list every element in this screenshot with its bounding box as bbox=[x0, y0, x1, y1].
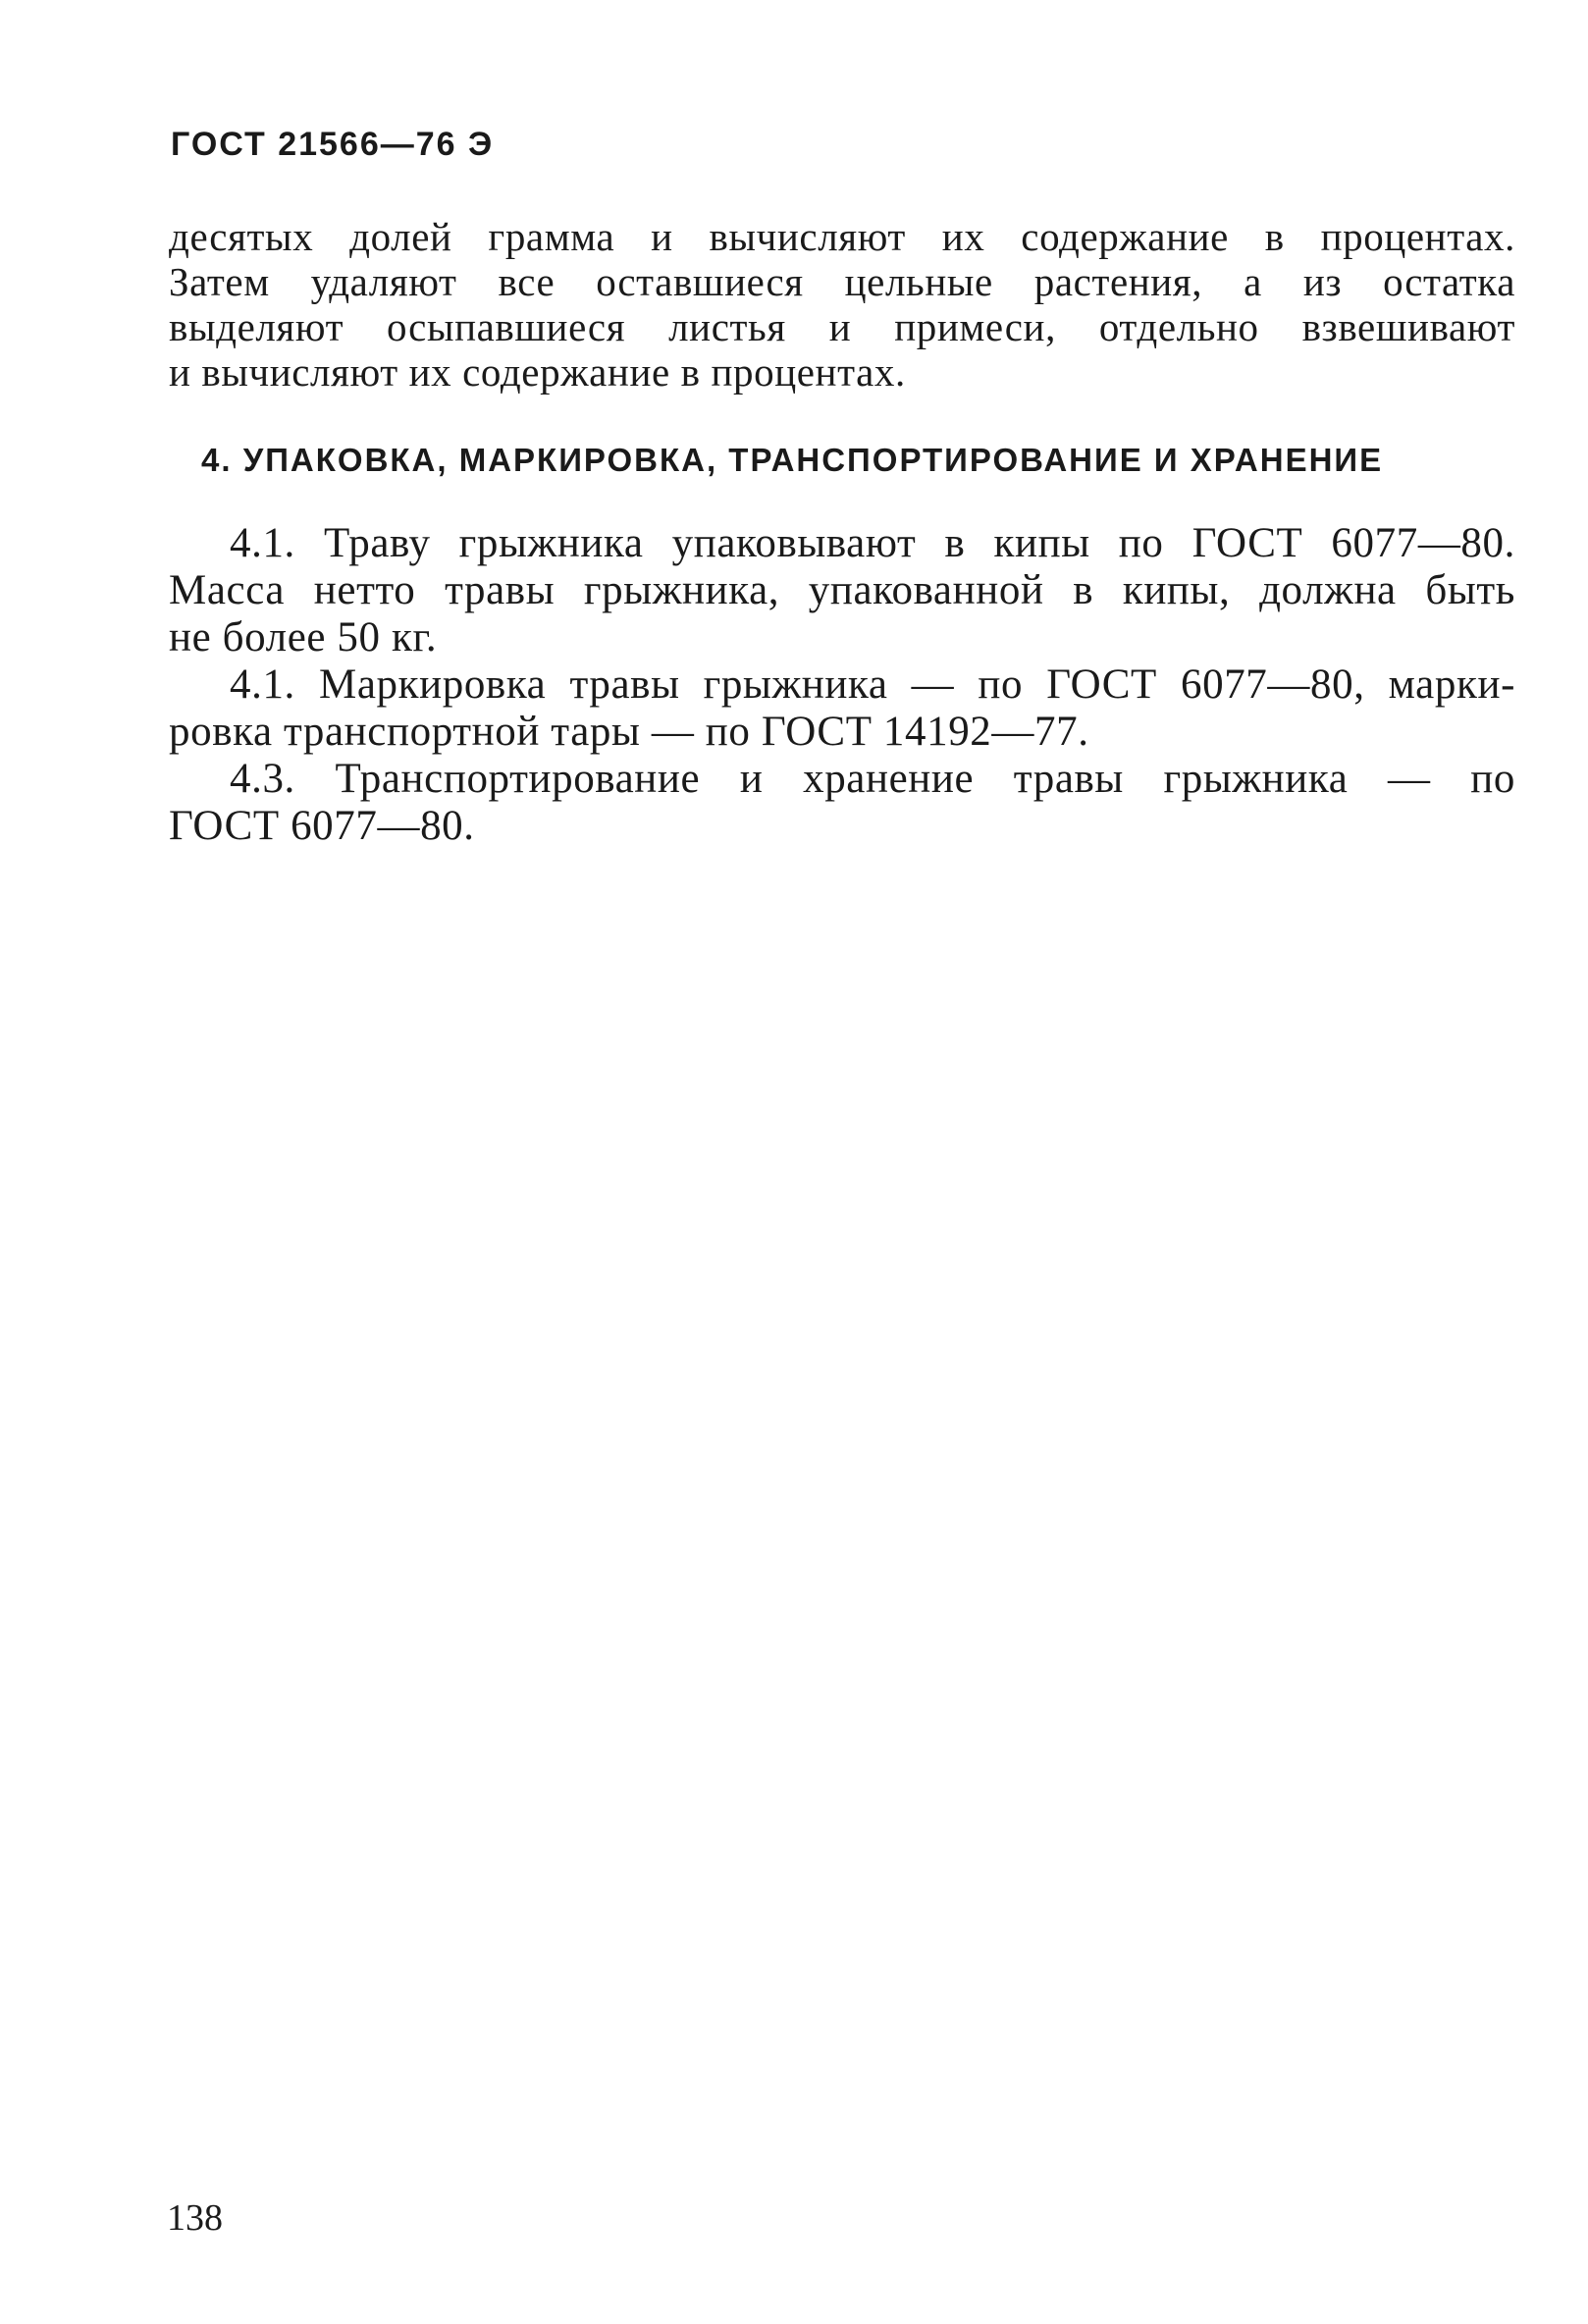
intro-paragraph bbox=[169, 214, 1515, 395]
intro-line: и вычисляют их содержание в процентах. bbox=[169, 349, 906, 395]
clause-4-1-line: Масса нетто травы грыжника, упакованной в кипы, должна быть bbox=[169, 567, 1515, 613]
clause-4-1-line: 4.1. Траву грыжника упаковывают в кипы по ГОСТ 6077—80. bbox=[230, 520, 1515, 566]
intro-line: десятых долей грамма и вычисляют их содержание в процентах. bbox=[169, 214, 1515, 259]
clause-4-3-line: ГОСТ 6077—80. bbox=[169, 803, 475, 849]
clause-4-3-line: 4.3. Транспортирование и хранение травы грыжника — по bbox=[230, 756, 1515, 802]
page-number: 138 bbox=[167, 2197, 223, 2239]
intro-line: выделяют осыпавшиеся листья и примеси, отдельно взвешивают bbox=[169, 304, 1515, 349]
intro-line: Затем удаляют все оставшиеся цельные растения, а из остатка bbox=[169, 259, 1515, 304]
section-body bbox=[169, 520, 1515, 850]
clause-4-1-line: не более 50 кг. bbox=[169, 614, 438, 660]
section-title: 4. УПАКОВКА, МАРКИРОВКА, ТРАНСПОРТИРОВАНИЕ И ХРАНЕНИЕ bbox=[201, 442, 1384, 478]
clause-4-2-line: ровка транспортной тары — по ГОСТ 14192—77. bbox=[169, 709, 1089, 755]
document-header: ГОСТ 21566—76 Э bbox=[171, 126, 495, 163]
clause-4-2-line: 4.1. Маркировка травы грыжника — по ГОСТ 6077—80, марки- bbox=[230, 661, 1515, 708]
